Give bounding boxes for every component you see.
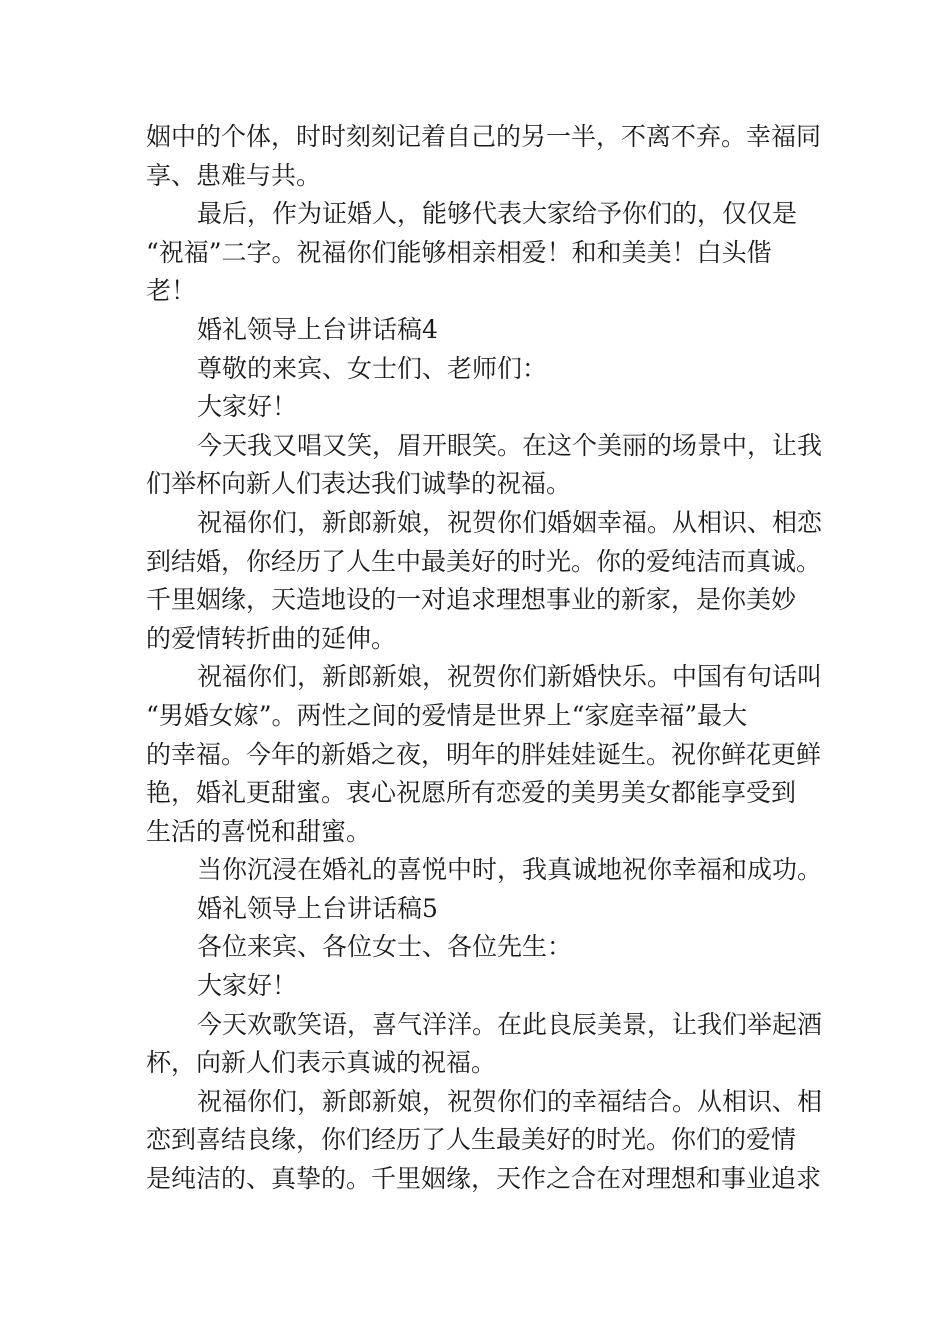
text-line: 祝福你们，新郎新娘，祝贺你们婚姻幸福。从相识、相恋 bbox=[197, 507, 823, 537]
text-line: 杯，向新人们表示真诚的祝福。 bbox=[146, 1048, 497, 1078]
text-line: 姻中的个体，时时刻刻记着自己的另一半，不离不弃。幸福同 bbox=[146, 122, 822, 151]
text-line: 到结婚，你经历了人生中最美好的时光。你的爱纯洁而真诚。 bbox=[146, 546, 822, 576]
text-line: “祝福”二字。祝福你们能够相亲相爱！和和美美！白头偕 bbox=[146, 237, 772, 267]
text-line: 各位来宾、各位女士、各位先生： bbox=[197, 932, 573, 962]
text-line: 祝福你们，新郎新娘，祝贺你们的幸福结合。从相识、相 bbox=[197, 1086, 823, 1116]
text-line: 今天我又唱又笑，眉开眼笑。在这个美丽的场景中，让我 bbox=[197, 430, 823, 460]
text-line: 当你沉浸在婚礼的喜悦中时，我真诚地祝你幸福和成功。 bbox=[197, 855, 823, 885]
text-line: 的爱情转折曲的延伸。 bbox=[146, 623, 397, 653]
text-line: 享、患难与共。 bbox=[146, 160, 322, 190]
text-line: 们举杯向新人们表达我们诚挚的祝福。 bbox=[146, 469, 572, 499]
text-line: 的幸福。今年的新婚之夜，明年的胖娃娃诞生。祝你鲜花更鲜 bbox=[146, 739, 822, 769]
text-line: 生活的喜悦和甜蜜。 bbox=[146, 816, 372, 846]
document-body bbox=[146, 118, 836, 1199]
text-line: 婚礼领导上台讲话稿5 bbox=[197, 893, 438, 923]
text-line: 老！ bbox=[146, 276, 197, 306]
text-line: 大家好！ bbox=[197, 971, 298, 1001]
text-line: 恋到喜结良缘，你们经历了人生最美好的时光。你们的爱情 bbox=[146, 1125, 797, 1155]
text-line: 艳，婚礼更甜蜜。衷心祝愿所有恋爱的美男美女都能享受到 bbox=[146, 778, 797, 808]
text-line: 尊敬的来宾、女士们、老师们： bbox=[197, 353, 548, 383]
text-line: 最后，作为证婚人，能够代表大家给予你们的，仅仅是 bbox=[197, 199, 798, 229]
text-line: 祝福你们，新郎新娘，祝贺你们新婚快乐。中国有句话叫 bbox=[197, 662, 823, 692]
text-line: 婚礼领导上台讲话稿4 bbox=[197, 314, 438, 344]
text-line: 是纯洁的、真挚的。千里姻缘，天作之合在对理想和事业追求 bbox=[146, 1164, 822, 1194]
text-line: “男婚女嫁”。两性之间的爱情是世界上“家庭幸福”最大 bbox=[146, 700, 748, 730]
text-line: 大家好！ bbox=[197, 392, 298, 422]
text-line: 今天欢歌笑语，喜气洋洋。在此良辰美景，让我们举起酒 bbox=[197, 1009, 823, 1039]
text-line: 千里姻缘，天造地设的一对追求理想事业的新家，是你美妙 bbox=[146, 585, 797, 615]
